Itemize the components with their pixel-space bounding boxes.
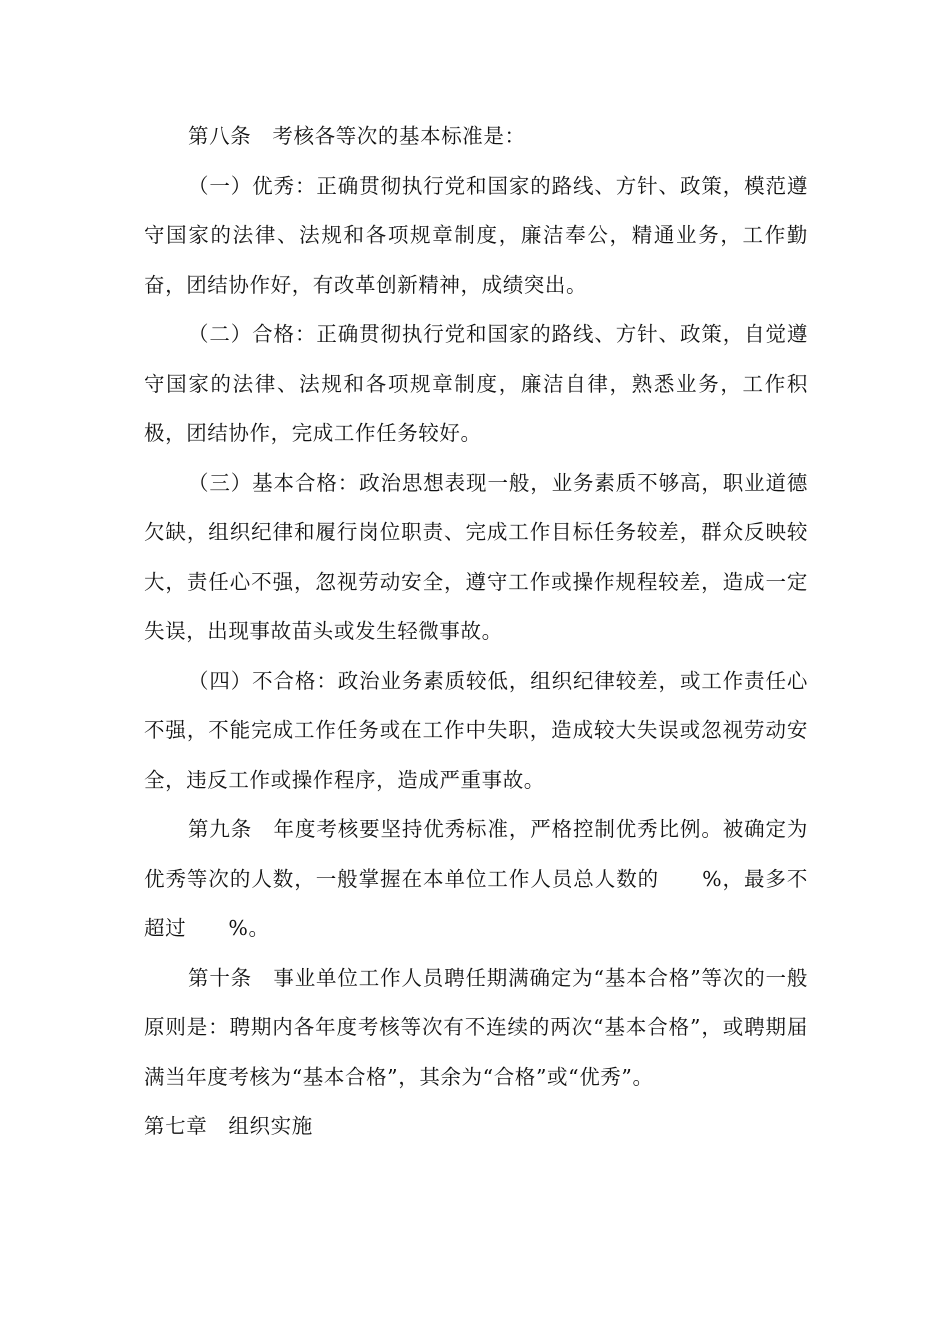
criteria-excellent: （一）优秀：正确贯彻执行党和国家的路线、方针、政策，模范遵守国家的法律、法规和各项规章制度，廉洁奉公，精通业务，工作勤奋，团结协作好，有改革创新精神，成绩突出。	[144, 173, 808, 297]
criteria-basically-qualified: （三）基本合格：政治思想表现一般，业务素质不够高，职业道德欠缺，组织纪律和履行岗位职责、完成工作目标任务较差，群众反映较大，责任心不强，忽视劳动安全，遵守工作或操作规程较差，造成一定失误，出现事故苗头或发生轻微事故。	[144, 470, 808, 643]
article-9: 第九条 年度考核要坚持优秀标准，严格控制优秀比例。被确定为优秀等次的人数，一般掌握在本单位工作人员总人数的 %，最多不超过 %。	[144, 817, 808, 940]
criteria-unqualified: （四）不合格：政治业务素质较低，组织纪律较差，或工作责任心不强，不能完成工作任务或在工作中失职，造成较大失误或忽视劳动安全，违反工作或操作程序，造成严重事故。	[144, 668, 808, 792]
article-10: 第十条 事业单位工作人员聘任期满确定为“基本合格”等次的一般原则是：聘期内各年度考核等次有不连续的两次“基本合格”，或聘期届满当年度考核为“基本合格”，其余为“合格”或“优秀”。	[144, 965, 808, 1089]
document-body	[144, 112, 808, 1152]
chapter-7-heading: 第七章 组织实施	[144, 1114, 313, 1138]
criteria-qualified: （二）合格：正确贯彻执行党和国家的路线、方针、政策，自觉遵守国家的法律、法规和各项规章制度，廉洁自律，熟悉业务，工作积极，团结协作，完成工作任务较好。	[144, 322, 808, 445]
article-8-heading: 第八条 考核各等次的基本标准是：	[188, 124, 526, 148]
